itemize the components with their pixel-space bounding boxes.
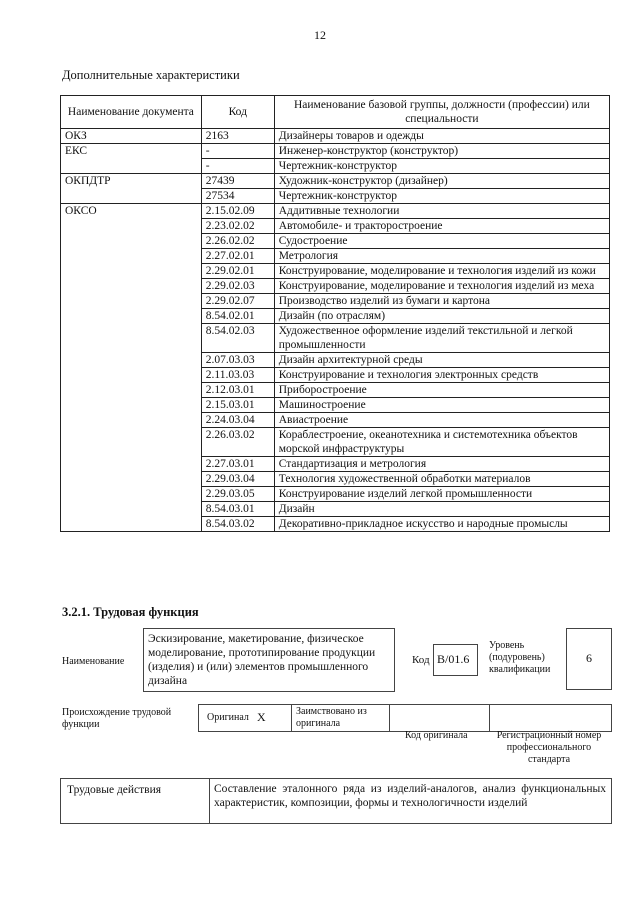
code-cell: 2.26.02.02 — [201, 234, 274, 249]
table-row — [61, 204, 610, 219]
code-cell: 2.23.02.02 — [201, 219, 274, 234]
characteristics-table — [60, 95, 610, 532]
name-cell: Художник-конструктор (дизайнер) — [274, 174, 609, 189]
labor-actions — [60, 778, 612, 824]
name-cell: Дизайн архитектурной среды — [274, 353, 609, 368]
name-cell: Инженер-конструктор (конструктор) — [274, 144, 609, 159]
function-code-value: B/01.6 — [437, 652, 470, 666]
table-row — [61, 144, 610, 159]
name-cell: Машиностроение — [274, 398, 609, 413]
name-cell: Кораблестроение, океанотехника и системотехника объектов морской инфраструктуры — [274, 428, 609, 457]
function-name-value: Эскизирование, макетирование, физическое моделирование, прототипирование продукции (изделия) и (или) элементов промышленного дизайна — [148, 633, 376, 687]
code-cell: 2.29.03.04 — [201, 472, 274, 487]
name-cell: Судостроение — [274, 234, 609, 249]
name-cell: Конструирование, моделирование и технология изделий из кожи — [274, 264, 609, 279]
function-name-box — [143, 628, 395, 692]
code-cell: 8.54.02.03 — [201, 324, 274, 353]
code-cell: 27439 — [201, 174, 274, 189]
borrowed-label: Заимствовано из оригинала — [296, 706, 367, 729]
page-number: 12 — [314, 28, 326, 42]
code-cell: 8.54.03.02 — [201, 517, 274, 532]
labor-actions-divider — [209, 779, 210, 823]
name-cell: Чертежник-конструктор — [274, 159, 609, 174]
header-code: Код — [201, 96, 274, 129]
name-cell: Приборостроение — [274, 383, 609, 398]
code-cell: 2.24.03.04 — [201, 413, 274, 428]
name-cell: Дизайн (по отраслям) — [274, 309, 609, 324]
original-mark: X — [257, 710, 266, 724]
code-cell: 8.54.02.01 — [201, 309, 274, 324]
level-value: 6 — [586, 651, 592, 665]
origin-divider-2 — [389, 705, 390, 731]
level-label: Уровень (подуровень) квалификации — [489, 640, 551, 675]
code-cell: - — [201, 144, 274, 159]
name-cell: Производство изделий из бумаги и картона — [274, 294, 609, 309]
code-cell: 2.29.02.01 — [201, 264, 274, 279]
name-cell: Метрология — [274, 249, 609, 264]
labor-actions-label: Трудовые действия — [67, 784, 162, 796]
function-heading: 3.2.1. Трудовая функция — [62, 605, 199, 619]
origin-divider-3 — [489, 705, 490, 731]
origin-label: Происхождение трудовой функции — [62, 707, 172, 730]
code-cell: 2.12.03.01 — [201, 383, 274, 398]
name-cell: Дизайнеры товаров и одежды — [274, 129, 609, 144]
code-cell: - — [201, 159, 274, 174]
code-cell: 2.15.03.01 — [201, 398, 274, 413]
name-cell: Художественное оформление изделий текстильной и легкой промышленности — [274, 324, 609, 353]
name-cell: Декоративно-прикладное искусство и народные промыслы — [274, 517, 609, 532]
labor-actions-text: Составление эталонного ряда из изделий-аналогов, анализ функциональных характеристик, композиции, формы и технологичности изделий — [214, 783, 606, 809]
name-cell: Стандартизация и метрология — [274, 457, 609, 472]
code-cell: 2.11.03.03 — [201, 368, 274, 383]
function-code-box — [433, 644, 478, 676]
document-cell: ОКПДТР — [61, 174, 202, 204]
original-label: Оригинал — [207, 712, 249, 723]
name-cell: Конструирование, моделирование и технология изделий из меха — [274, 279, 609, 294]
section-label: Дополнительные характеристики — [62, 68, 240, 82]
code-cell: 2.29.02.03 — [201, 279, 274, 294]
table-row — [61, 129, 610, 144]
code-cell: 2.07.03.03 — [201, 353, 274, 368]
table-header-row — [61, 96, 610, 129]
name-cell: Конструирование изделий легкой промышленности — [274, 487, 609, 502]
name-cell: Конструирование и технология электронных средств — [274, 368, 609, 383]
code-cell: 2.26.03.02 — [201, 428, 274, 457]
table-row — [61, 174, 610, 189]
document-cell: ЕКС — [61, 144, 202, 174]
document-cell: ОКСО — [61, 204, 202, 532]
document-cell: ОКЗ — [61, 129, 202, 144]
header-document: Наименование документа — [61, 96, 202, 129]
code-cell: 2.15.02.09 — [201, 204, 274, 219]
reg-num-label: Регистрационный номер профессионального стандарта — [496, 730, 602, 765]
name-label: Наименование — [62, 656, 125, 667]
level-box — [566, 628, 612, 690]
name-cell: Аддитивные технологии — [274, 204, 609, 219]
name-cell: Технология художественной обработки материалов — [274, 472, 609, 487]
code-cell: 27534 — [201, 189, 274, 204]
code-cell: 2.29.02.07 — [201, 294, 274, 309]
origin-box — [198, 704, 612, 732]
name-cell: Чертежник-конструктор — [274, 189, 609, 204]
header-name: Наименование базовой группы, должности (профессии) или специальности — [274, 96, 609, 129]
name-cell: Авиастроение — [274, 413, 609, 428]
orig-code-label: Код оригинала — [405, 730, 468, 741]
code-label: Код — [412, 654, 430, 666]
code-cell: 2.29.03.05 — [201, 487, 274, 502]
code-cell: 2.27.02.01 — [201, 249, 274, 264]
name-cell: Автомобиле- и тракторостроение — [274, 219, 609, 234]
origin-divider — [291, 705, 292, 731]
code-cell: 8.54.03.01 — [201, 502, 274, 517]
code-cell: 2163 — [201, 129, 274, 144]
name-cell: Дизайн — [274, 502, 609, 517]
code-cell: 2.27.03.01 — [201, 457, 274, 472]
